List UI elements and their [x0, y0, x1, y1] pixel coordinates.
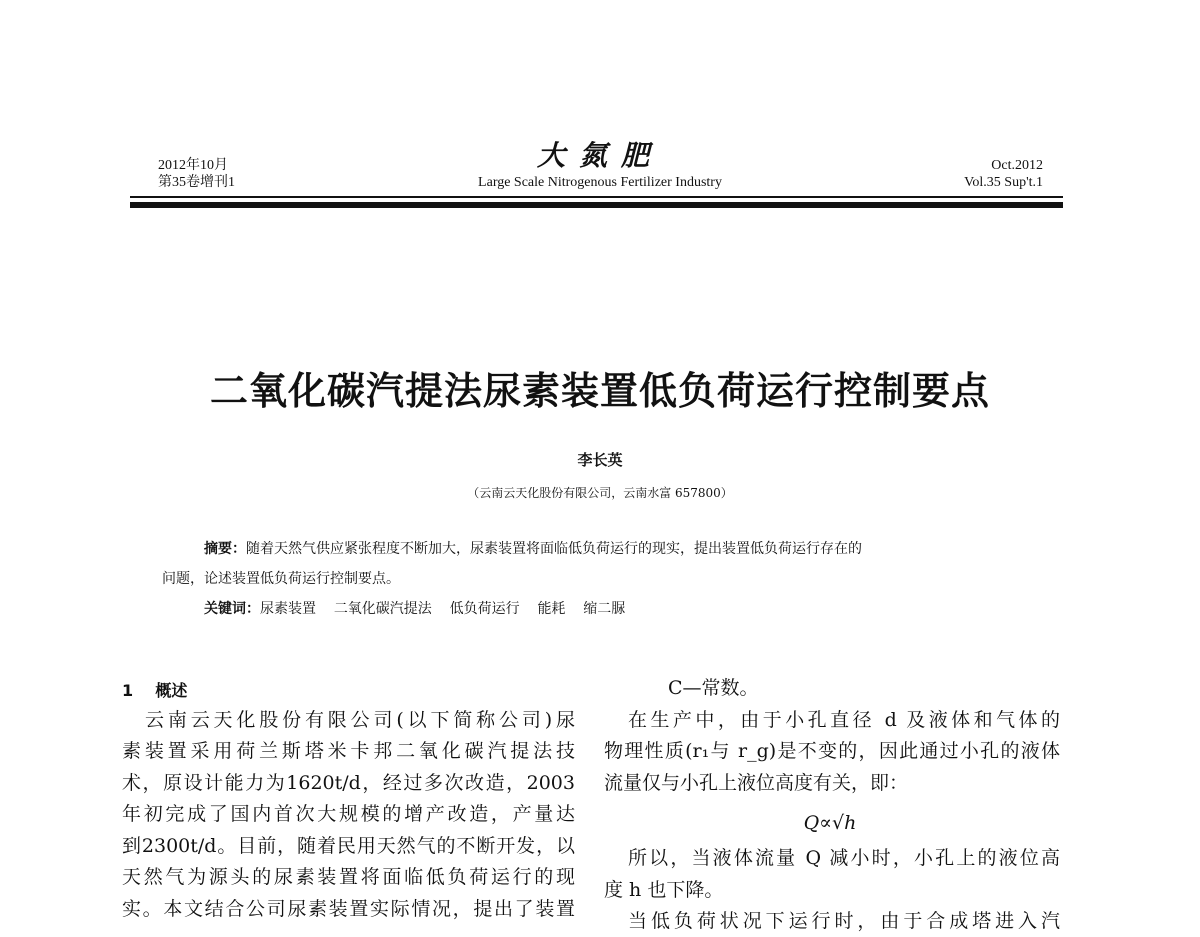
keyword: 二氧化碳汽提法: [333, 601, 432, 617]
body-line: 素装置采用荷兰斯塔米卡邦二氧化碳汽提法技: [122, 740, 575, 762]
abstract-line-2: 问题，论述装置低负荷运行控制要点。: [162, 571, 400, 587]
keywords: [204, 600, 625, 618]
body-line: 当低负荷状况下运行时，由于合成塔进入汽: [628, 910, 1060, 932]
author: 李长英: [577, 451, 623, 469]
journal-logo: 大氮肥: [536, 139, 663, 172]
paper-title: 二氧化碳汽提法尿素装置低负荷运行控制要点: [209, 369, 990, 413]
keyword: 能耗: [537, 601, 566, 617]
body-line: 术，原设计能力为1620t/d，经过多次改造，2003: [122, 772, 575, 794]
keyword: 尿素装置: [260, 601, 316, 617]
section-heading: [122, 678, 187, 701]
body-line: 物理性质(r₁与 r_g)是不变的，因此通过小孔的液体: [604, 740, 1060, 762]
body-line: 云南云天化股份有限公司(以下简称公司)尿: [145, 709, 575, 731]
affiliation: （云南云天化股份有限公司，云南水富 657800）: [467, 486, 733, 500]
keyword: 缩二脲: [583, 601, 626, 617]
abstract-line-1: [204, 540, 862, 558]
issue-volume-cn: 第35卷增刊1: [158, 175, 235, 190]
issue-date-cn: 2012年10月: [158, 158, 228, 173]
body-line: 在生产中，由于小孔直径 d 及液体和气体的: [628, 709, 1060, 731]
body-line: 年初完成了国内首次大规模的增产改造，产量达: [122, 803, 575, 825]
body-line: 度 h 也下降。: [604, 879, 724, 901]
body-line: 实。本文结合公司尿素装置实际情况，提出了装置: [122, 898, 575, 920]
abstract-text: 随着天然气供应紧张程度不断加大，尿素装置将面临低负荷运行的现实，提出装置低负荷运行存在的: [246, 541, 862, 557]
header-rule-thick: [130, 202, 1063, 208]
formula: Q∝√h: [803, 812, 857, 834]
keyword: 低负荷运行: [449, 601, 520, 617]
header-rule: [130, 196, 1063, 198]
section-number: 1: [122, 681, 134, 700]
body-line: C—常数。: [668, 677, 759, 699]
body-line: 到2300t/d。目前，随着民用天然气的不断开发，以: [122, 835, 575, 857]
abstract-label: 摘要：: [204, 541, 246, 557]
keywords-label: 关键词：: [204, 601, 260, 617]
issue-date-en: Oct.2012: [991, 158, 1043, 173]
section-title: 概述: [155, 681, 188, 700]
body-line: 所以，当液体流量 Q 减小时，小孔上的液位高: [628, 847, 1060, 869]
body-line: 天然气为源头的尿素装置将面临低负荷运行的现: [122, 866, 575, 888]
issue-volume-en: Vol.35 Sup't.1: [964, 175, 1043, 190]
body-line: 流量仅与小孔上液位高度有关，即：: [604, 772, 909, 794]
journal-name-en: Large Scale Nitrogenous Fertilizer Industry: [478, 175, 722, 190]
